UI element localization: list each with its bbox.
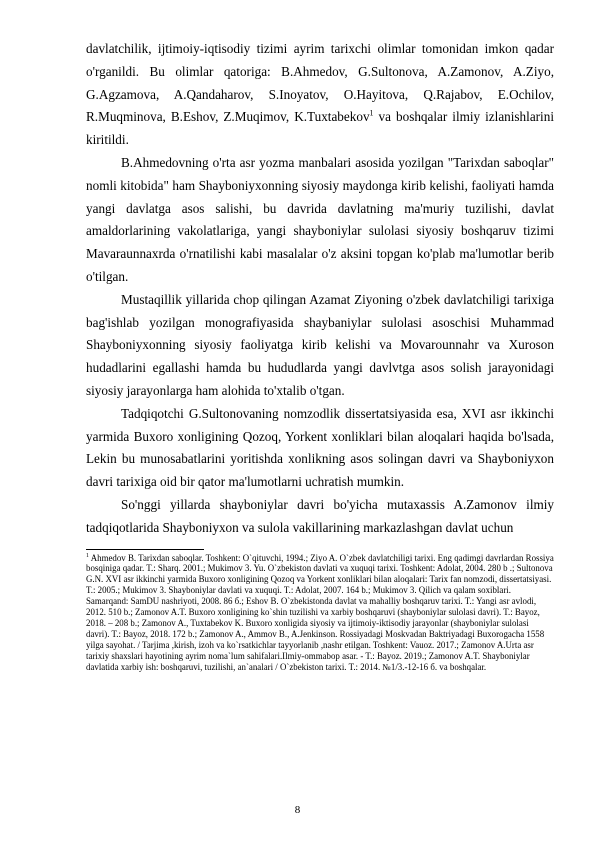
paragraph-4: Tadqiqotchi G.Sultonovaning nomzodlik dissertatsiyasida esa, XVI asr ikkinchi yarmida Buxoro xonligining Qozoq, Yorkent xonliklari bilan aloqalari haqida bo'lsada, Lekin bu munosabatlarini yoritishda xonlikning asos solingan davri va Shayboniyxon davri tarixiga oid bir qator ma'lumotlarni uchratish mumkin.	[86, 405, 554, 490]
footnote-divider	[86, 549, 204, 550]
paragraph-1-text: davlatchilik, ijtimoiy-iqtisodiy tizimi ayrim tarixchi olimlar tomonidan imkon qadar o'rganildi. Bu olimlar qatoriga: B.Ahmedov, G.Sultonova, A.Zamonov, A.Ziyo, G.Agzamova, A.Qandaharov, S.Inoyatov, O.Hayitova, Q.Rajabov, E.Ochilov, R.Muqminova, B.Eshov, Z.Muqimov, K.Tuxtabekov	[86, 41, 554, 125]
paragraph-1	[86, 38, 554, 152]
paragraph-3: Mustaqillik yillarida chop qilingan Azamat Ziyoning o'zbek davlatchiligi tarixiga bag'ishlab yozilgan monografiyasida shaybaniylar sulolasi asoschisi Muhammad Shayboniyxonning siyosiy faoliyatga kirib kelishi va Movarounnahr va Xuroson hudadlarini egallashi hamda bu hududlarda yangi davlvtga asos solish jarayonidagi siyosiy jarayonlarga ham alohida to'xtalib o'tgan.	[86, 291, 554, 398]
page-number: 8	[294, 804, 301, 816]
footnote	[86, 553, 554, 673]
footnote-text: Ahmedov B. Tarixdan saboqlar. Toshkent: O`qituvchi, 1994.; Ziyo A. O`zbek davlatchiligi tarixi. Eng qadimgi davrlardan Rossiya bosqiniga qadar. T.: Sharq. 2001.; Mukimov 3. Yu. O`zbekiston davlati va xuquqi tarixi. Toshkent: Adolat, 2004. 280 b .; Sultonova G.N. XVI asr ikkinchi yarmida Buxoro xonligining Qozoq va Yorkent xonliklari bilan aloqalari: Tarix fan nomzodi, dissertatsiyasi. T.: 2005.; Mukimov 3. Shayboniylar davlati va xuquqi. T.: Adolat, 2007. 164 b.; Mukimov 3. Qilich va qalam soxiblari. Samarqand: SamDU nashriyoti, 2008. 86 б.; Eshov B. O`zbekistonda davlat va mahalliy boshqaruv tarixi. T.: Yangi asr avlodi, 2012. 510 b.; Zamonov A.T. Buxoro xonligining ko`shin tuzilishi va xarbiy boshqaruvi (shayboniylar sulolasi davri). T.: Bayoz, 2018. – 208 b.; Zamonov A., Tuxtabekov K. Buxoro xonligida siyosiy va ijtimoiy-iktisodiy jarayonlar (shayboniylar sulolasi davri). T.: Bayoz, 2018. 172 b.; Zamonov A., Ammov B., A.Jenkinson. Rossiyadagi Moskvadan Baktriyadagi Buxorogacha 1558 yilga sayohat. / Tarjima ,kirish, izoh va ko`rsatkichlar tayyorlanib ,nashr etilgan. Toshkent: Vauoz. 2017.; Zamonov A.Urta asr tarixiy shaxslari hayotining ayrim noma`lum sahifalari.Ilmiy-ommabop asar. - T.: Bayoz. 2019.; Zamonov A.T. Shayboniylar davlatida xarbiy ish: boshqaruvi, tuzilishi, an`analari / O`zbekiston tarixi. T.: 2014. №1/3.-12-16 б. va boshqalar.	[86, 552, 554, 672]
paragraph-5: So'nggi yillarda shayboniylar davri bo'yicha mutaxassis A.Zamonov ilmiy tadqiqotlarida Shayboniyxon va sulola vakillarining markazlashgan davlat uchun	[86, 496, 554, 535]
footnote-number: 1	[86, 552, 89, 559]
paragraph-1-text-after: va boshqalar ilmiy izlanishlarini kiritildi.	[86, 109, 554, 148]
footnote-reference[interactable]: 1	[369, 109, 374, 118]
paragraph-2: B.Ahmedovning o'rta asr yozma manbalari asosida yozilgan "Tarixdan saboqlar" nomli kitobida" ham Shayboniyxonning siyosiy maydonga kirib kelishi, faoliyati hamda yangi davlatga asos salishi, bu davrida davlatning ma'muriy tuzilishi, davlat amaldorlarining vakolatlariga, yangi shayboniylar sulolasi siyosiy boshqaruv tizimi Mavaraunnaxrda o'rnatilishi kabi masalalar o'z aksini topgan ko'plab ma'lumotlar berib o'tilgan.	[86, 154, 554, 284]
page-body	[86, 38, 554, 673]
